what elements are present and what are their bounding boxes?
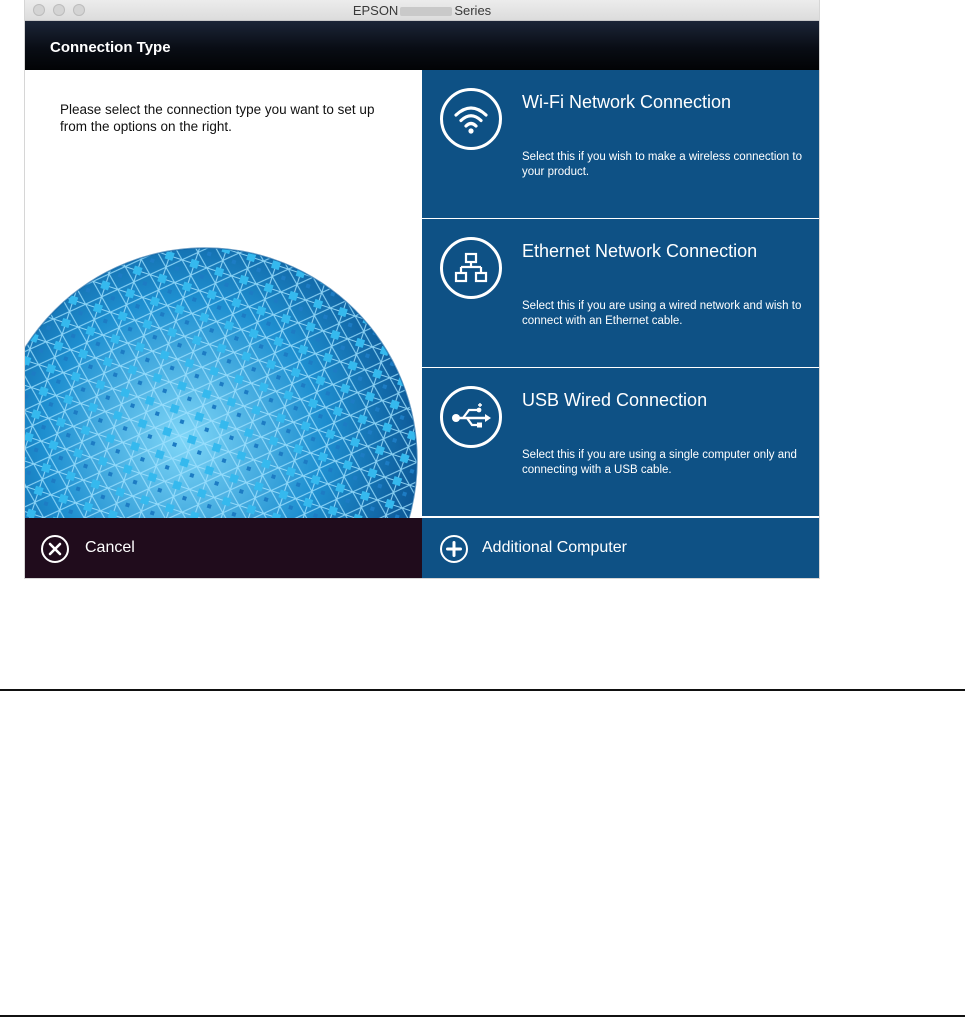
left-pane	[25, 70, 422, 518]
cancel-label: Cancel	[85, 539, 135, 556]
ethernet-icon	[440, 237, 502, 299]
cancel-x-icon	[41, 535, 69, 563]
ethernet-option-title: Ethernet Network Connection	[522, 241, 758, 261]
usb-option-title: USB Wired Connection	[522, 390, 708, 410]
wifi-option-title: Wi-Fi Network Connection	[522, 92, 732, 112]
usb-icon	[440, 386, 502, 448]
ethernet-connection-option[interactable]	[422, 219, 819, 367]
window-title-prefix: EPSON	[352, 3, 399, 18]
ethernet-option-description: Select this if you are using a wired network and wish to connect with an Ethernet cable.	[522, 300, 802, 327]
wifi-option-description: Select this if you wish to make a wireless connection to your product.	[522, 151, 802, 178]
cancel-button[interactable]	[25, 518, 422, 578]
wifi-icon	[440, 88, 502, 150]
usb-connection-option[interactable]	[422, 368, 819, 516]
network-globe-graphic	[25, 70, 422, 518]
redacted-model	[400, 7, 452, 16]
bottom-bar	[25, 518, 819, 578]
plus-icon	[440, 535, 468, 563]
page-header	[25, 21, 819, 70]
divider-line	[0, 689, 965, 691]
divider-line-bottom	[0, 1015, 965, 1017]
installer-window	[25, 0, 819, 578]
page-title: Connection Type	[50, 39, 171, 56]
window-title	[25, 3, 819, 18]
additional-computer-button[interactable]	[422, 518, 819, 578]
wifi-connection-option[interactable]	[422, 70, 819, 218]
usb-option-description: Select this if you are using a single computer only and connecting with a USB cable.	[522, 449, 797, 476]
window-title-suffix: Series	[454, 3, 492, 18]
instructions-text: Please select the connection type you want to set up from the options on the right.	[60, 102, 375, 134]
title-bar[interactable]	[25, 0, 819, 21]
additional-computer-label: Additional Computer	[482, 539, 627, 556]
